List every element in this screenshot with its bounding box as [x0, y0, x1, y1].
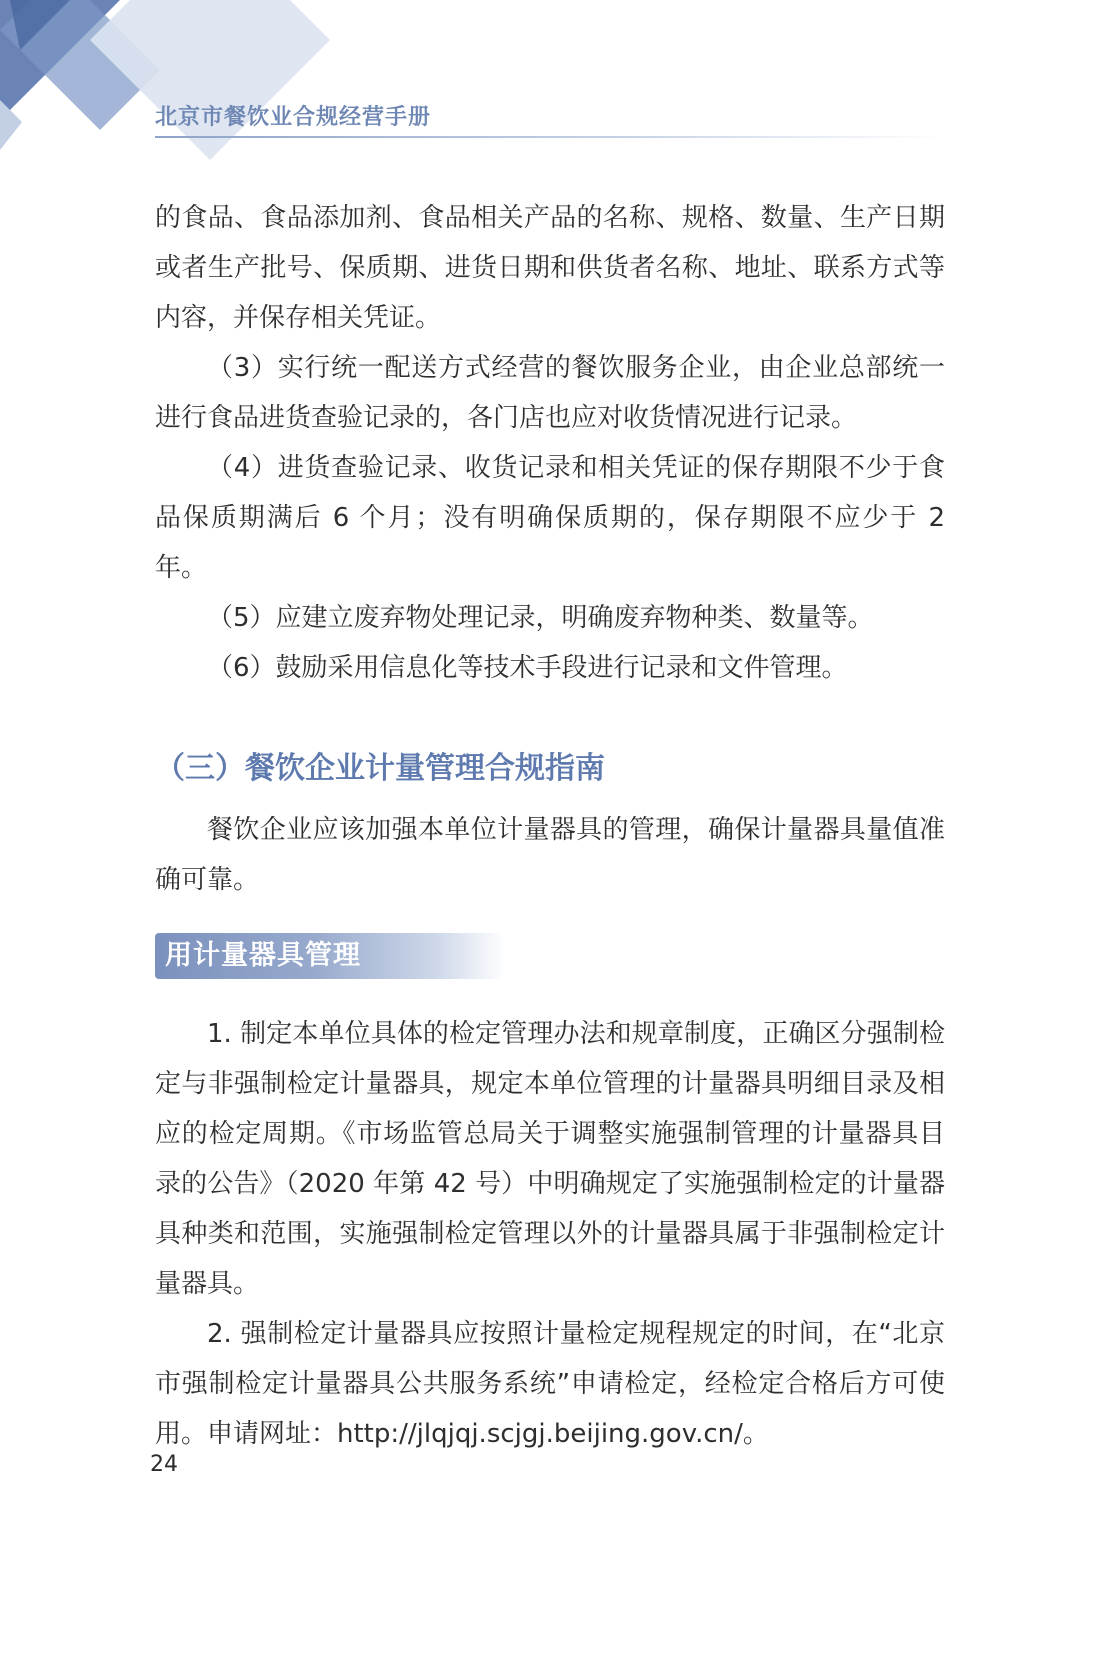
section-intro: 餐饮企业应该加强本单位计量器具的管理，确保计量器具量值准确可靠。 [155, 815, 945, 895]
paragraph-item-5: （5）应建立废弃物处理记录，明确废弃物种类、数量等。 [207, 603, 874, 633]
page-body [155, 193, 945, 1459]
paragraph-continuation: 的食品、食品添加剂、食品相关产品的名称、规格、数量、生产日期或者生产批号、保质期、进货日期和供货者名称、地址、联系方式等内容，并保存相关凭证。 [155, 203, 945, 333]
paragraph-item-6: （6）鼓励采用信息化等技术手段进行记录和文件管理。 [207, 653, 848, 683]
paragraph-item-4: （4）进货查验记录、收货记录和相关凭证的保存期限不少于食品保质期满后 6 个月；没有明确保质期的，保存期限不应少于 2 年。 [155, 453, 945, 583]
corner-decoration [0, 0, 360, 180]
subsection-item-1: 1. 制定本单位具体的检定管理办法和规章制度，正确区分强制检定与非强制检定计量器具，规定本单位管理的计量器具明细目录及相应的检定周期。《市场监管总局关于调整实施强制管理的计量器具目录的公告》（2020 年第 42 号）中明确规定了实施强制检定的计量器具种类和范围，实施强制检定管理以外的计量器具属于非强制检定计量器具。 [155, 1019, 945, 1299]
subsection-banner [155, 933, 505, 979]
subsection-item-2: 2. 强制检定计量器具应按照计量检定规程规定的时间，在“北京市强制检定计量器具公共服务系统”申请检定，经检定合格后方可使用。申请网址：http://jlqjqj.scjgj.beijing.gov.cn/。 [155, 1319, 945, 1449]
running-header-title: 北京市餐饮业合规经营手册 [155, 105, 432, 130]
header-divider [155, 136, 945, 138]
page-number: 24 [150, 1452, 178, 1477]
subsection-banner-label: 用计量器具管理 [165, 940, 361, 971]
paragraph-item-3: （3）实行统一配送方式经营的餐饮服务企业，由企业总部统一进行食品进货查验记录的，各门店也应对收货情况进行记录。 [155, 353, 945, 433]
section-heading: （三）餐饮企业计量管理合规指南 [155, 751, 605, 786]
